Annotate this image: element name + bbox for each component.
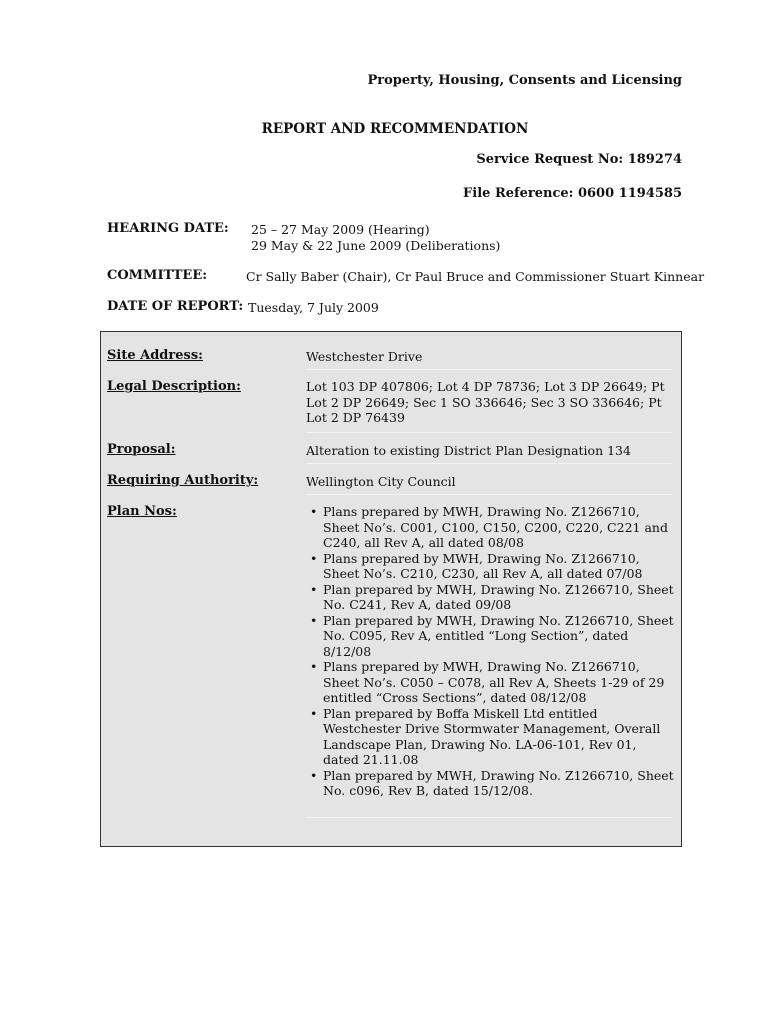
legal-description-value: Lot 103 DP 407806; Lot 4 DP 78736; Lot 3 DP 26649; Pt Lot 2 DP 26649; Sec 1 SO 336646; Sec 3 SO 336646; Pt Lot 2 DP 76439 <box>306 379 665 425</box>
hearing-date-label: HEARING DATE: <box>107 221 229 236</box>
plan-item: • Plan prepared by Boffa Miskell Ltd entitled Westchester Drive Stormwater Management, Overall Landscape Plan, Drawing No. LA-06-101, Rev 01, dated 21.11.08 <box>306 706 674 768</box>
proposal-label: Proposal: <box>107 442 176 457</box>
plan-item: • Plan prepared by MWH, Drawing No. Z1266710, Sheet No. c096, Rev B, dated 15/12/08. <box>306 768 674 799</box>
legal-description-label: Legal Description: <box>107 379 241 394</box>
requiring-authority-value: Wellington City Council <box>306 474 456 489</box>
site-address-label: Site Address: <box>107 348 203 363</box>
plan-nos-list <box>306 504 674 799</box>
file-reference: File Reference: 0600 1194585 <box>463 186 682 201</box>
plan-item: • Plans prepared by MWH, Drawing No. Z1266710, Sheet No’s. C210, C230, all Rev A, all dated 07/08 <box>306 551 674 582</box>
details-box <box>100 331 682 847</box>
plan-item: • Plans prepared by MWH, Drawing No. Z1266710, Sheet No’s. C001, C100, C150, C200, C220, C221 and C240, all Rev A, all dated 08/08 <box>306 504 674 551</box>
plan-nos-label: Plan Nos: <box>107 504 177 519</box>
plan-item: • Plan prepared by MWH, Drawing No. Z1266710, Sheet No. C241, Rev A, dated 09/08 <box>306 582 674 613</box>
department-name: Property, Housing, Consents and Licensing <box>367 73 682 88</box>
plan-item: • Plans prepared by MWH, Drawing No. Z1266710, Sheet No’s. C050 – C078, all Rev A, Sheets 1-29 of 29 entitled “Cross Sections”, dated 08/12/08 <box>306 659 674 706</box>
requiring-authority-label: Requiring Authority: <box>107 473 259 488</box>
row-divider <box>306 463 672 464</box>
row-divider <box>306 369 672 370</box>
site-address-value: Westchester Drive <box>306 349 423 364</box>
date-of-report-label: DATE OF REPORT: <box>107 299 244 314</box>
committee-value: Cr Sally Baber (Chair), Cr Paul Bruce and Commissioner Stuart Kinnear <box>246 269 705 284</box>
service-request-number: Service Request No: 189274 <box>476 152 682 167</box>
row-divider <box>306 817 672 818</box>
hearing-date-line-1: 25 – 27 May 2009 (Hearing) <box>251 222 430 237</box>
row-divider <box>306 432 672 433</box>
row-divider <box>306 494 672 495</box>
committee-label: COMMITTEE: <box>107 268 208 283</box>
plan-item: • Plan prepared by MWH, Drawing No. Z1266710, Sheet No. C095, Rev A, entitled “Long Section”, dated 8/12/08 <box>306 613 674 660</box>
proposal-value: Alteration to existing District Plan Designation 134 <box>306 443 631 458</box>
hearing-date-line-2: 29 May & 22 June 2009 (Deliberations) <box>251 238 501 253</box>
report-title: REPORT AND RECOMMENDATION <box>261 121 529 137</box>
date-of-report-value: Tuesday, 7 July 2009 <box>248 300 379 315</box>
